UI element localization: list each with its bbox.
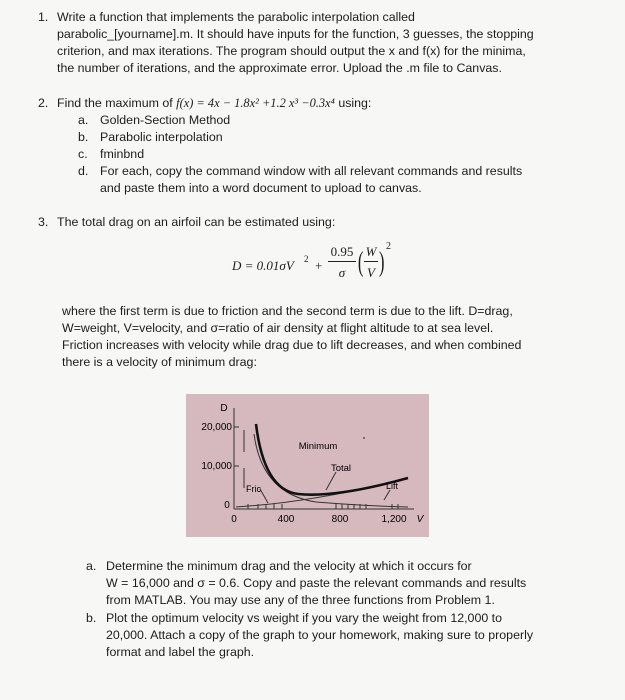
- y-axis-label: D: [220, 403, 228, 414]
- problem-2-number: 2.: [38, 96, 49, 110]
- problem-1-line-1: Write a function that implements the parabolic interpolation called: [57, 10, 415, 24]
- x-tick-label-0: 0: [231, 514, 237, 525]
- formula-lhs: D = 0.01σV: [232, 258, 294, 273]
- problem-2-intro: Find the maximum of: [57, 96, 173, 110]
- formula-plus: +: [315, 258, 323, 273]
- problem-1-line-4: the number of iterations, and the approximate error. Upload the .m file to Canvas.: [57, 61, 502, 75]
- y-tick-label-20000: 20,000: [201, 422, 232, 433]
- formula-left-paren: (: [357, 247, 364, 278]
- problem-3-paragraph: [62, 303, 612, 371]
- problem-2-using: using:: [338, 96, 372, 110]
- annotation-minimum: Minimum: [298, 441, 338, 452]
- problem-2-item-b: [78, 129, 223, 146]
- item-label: c.: [78, 147, 88, 161]
- x-tick-label-400: 400: [277, 514, 295, 525]
- x-tick-label-1200: 1,200: [381, 514, 407, 525]
- item-text: fminbnd: [100, 147, 145, 161]
- formula-w: W: [365, 244, 377, 259]
- formula-right-paren: ): [378, 247, 385, 278]
- annotation-lift: Lift: [386, 481, 399, 491]
- problem-2-item-a: [78, 112, 231, 129]
- item-line: format and label the graph.: [106, 645, 255, 659]
- formula-coef-numerator: 0.95: [330, 244, 354, 259]
- problem-2-item-c: [78, 146, 145, 163]
- x-tick-label-800: 800: [331, 514, 349, 525]
- problem-3-number: 3.: [38, 215, 49, 229]
- item-line: W = 16,000 and σ = 0.6. Copy and paste the relevant commands and results: [106, 576, 527, 590]
- problem-1-number: 1.: [38, 10, 49, 24]
- problem-1-line-2: parabolic_[yourname].m. It should have inputs for the function, 3 guesses, the stopping: [57, 27, 534, 41]
- problem-2-function: f(x) = 4x − 1.8x² +1.2 x³ −0.3x⁴: [176, 96, 335, 110]
- item-text: Parabolic interpolation: [100, 130, 223, 144]
- x-axis-label: V: [416, 514, 424, 525]
- problem-3-intro: The total drag on an airfoil can be estimated using:: [57, 215, 336, 229]
- paragraph-line: where the first term is due to friction and the second term is due to the lift. D=drag,: [62, 304, 513, 318]
- problem-3-item-a: [86, 558, 527, 607]
- paragraph-line: Friction increases with velocity while drag due to lift decreases, and when combined: [62, 338, 522, 352]
- lift-leader-line: [384, 490, 390, 500]
- item-line: 20,000. Attach a copy of the graph to your homework, making sure to properly: [106, 628, 534, 642]
- y-tick-label-0: 0: [224, 500, 230, 511]
- item-label: b.: [78, 130, 89, 144]
- item-line: Determine the minimum drag and the velocity at which it occurs for: [106, 559, 472, 573]
- paragraph-line: there is a velocity of minimum drag:: [62, 355, 257, 369]
- friction-leader-line: [260, 489, 268, 503]
- formula-exponent: 2: [386, 241, 391, 252]
- total-leader-line: [326, 472, 336, 490]
- problem-1-line-3: criterion, and max iterations. The program should output the x and f(x) for the minima,: [57, 44, 526, 58]
- paragraph-line: W=weight, V=velocity, and σ=ratio of air density at flight altitude to at sea level.: [62, 321, 494, 335]
- problem-3-item-b: [86, 610, 534, 659]
- formula-coef-denominator: σ: [338, 265, 346, 280]
- y-tick-label-10000: 10,000: [201, 461, 232, 472]
- item-line: from MATLAB. You may use any of the three functions from Problem 1.: [106, 593, 495, 607]
- stray-dot: [363, 437, 365, 439]
- item-line: For each, copy the command window with all relevant commands and results: [100, 164, 523, 178]
- formula-fraction-bar: [328, 261, 356, 262]
- item-line: and paste them into a word document to upload to canvas.: [100, 181, 422, 195]
- drag-graph-svg: [186, 394, 429, 537]
- drag-graph: [186, 394, 429, 537]
- formula-inner-fraction-bar: [364, 261, 378, 262]
- problem-2-item-d: [78, 163, 523, 195]
- item-label: a.: [78, 113, 89, 127]
- item-label: d.: [78, 164, 89, 178]
- item-label: b.: [86, 611, 97, 625]
- annotation-total: Total: [330, 463, 352, 474]
- item-line: Plot the optimum velocity vs weight if you vary the weight from 12,000 to: [106, 611, 502, 625]
- formula-lhs-exponent: 2: [304, 254, 309, 264]
- annotation-friction: Fric: [246, 484, 261, 494]
- item-label: a.: [86, 559, 97, 573]
- formula-v: V: [367, 265, 375, 280]
- item-text: Golden-Section Method: [100, 113, 231, 127]
- drag-formula: [232, 241, 432, 288]
